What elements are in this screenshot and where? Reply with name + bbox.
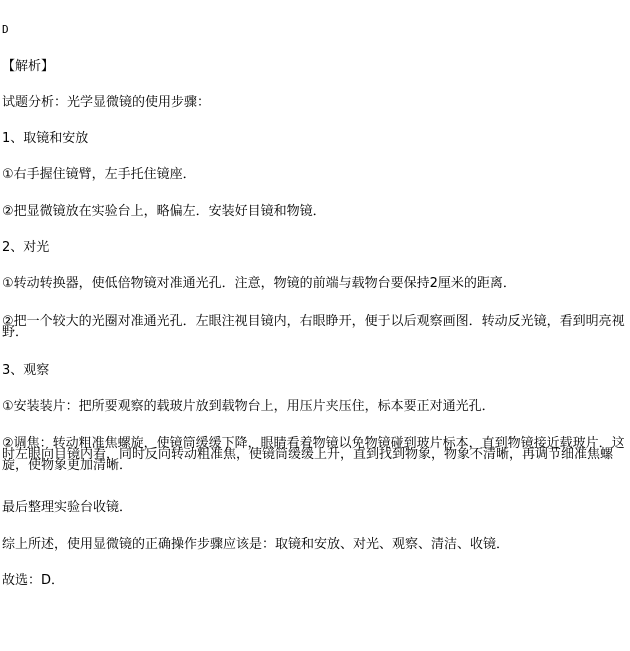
summary-text: 综上所述，使用显微镜的正确操作步骤应该是：取镜和安放、对光、观察、清洁、收镜． (2, 537, 510, 552)
step-2-item-2: ②把一个较大的光圈对准通光孔．左眼注视目镜内，右眼睁开，便于以后观察画图．转动反光镜，看到明亮视野． (2, 314, 625, 340)
step-1-item-1: ①右手握住镜臂，左手托住镜座． (2, 167, 196, 182)
step-3-title: 3、观察 (2, 363, 50, 378)
step-3-item-1: ①安装装片：把所要观察的载玻片放到载物台上，用压片夹压住，标本要正对通光孔． (2, 399, 495, 414)
step-2-item-1: ①转动转换器，使低倍物镜对准通光孔．注意，物镜的前端与载物台要保持2厘米的距离． (2, 276, 516, 291)
step-2-title: 2、对光 (2, 240, 50, 255)
step-1-item-2: ②把显微镜放在实验台上，略偏左．安装好目镜和物镜． (2, 204, 326, 219)
answer-letter: D (2, 23, 9, 36)
conclusion-text: 故选：D． (2, 573, 65, 588)
step-1-title: 1、取镜和安放 (2, 131, 89, 146)
closing-text: 最后整理实验台收镜． (2, 500, 133, 515)
step-3-item-2: ②调焦：转动粗准焦螺旋，使镜筒缓缓下降，眼睛看着物镜以免物镜碰到玻片标本，直到物镜接近载玻片．这时左眼向目镜内看，同时反向转动粗准焦，使镜筒缓缓上升，直到找到物象，物象不清晰，再调节细准焦螺旋，使物象更加清晰． (2, 436, 625, 473)
intro-text: 试题分析：光学显微镜的使用步骤： (2, 95, 211, 110)
section-heading: 【解析】 (2, 59, 55, 74)
